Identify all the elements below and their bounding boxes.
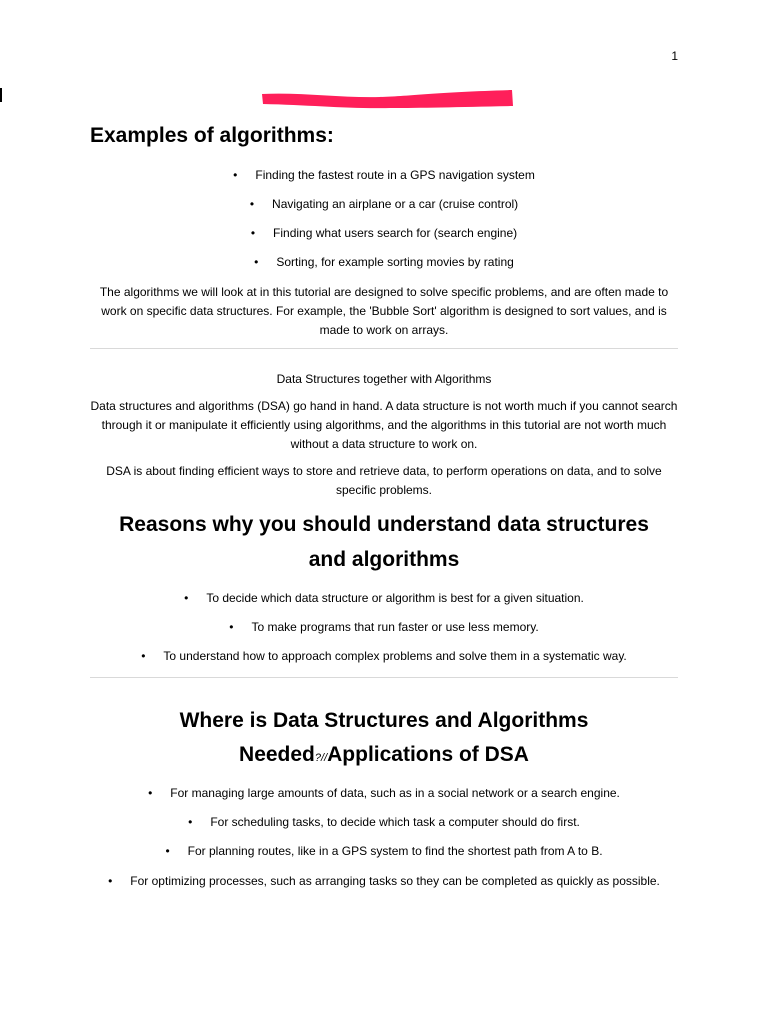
list-item [90, 785, 678, 801]
list-item [90, 648, 678, 664]
list-item-text: To understand how to approach complex problems and solve them in a systematic way. [163, 648, 627, 663]
list-item [90, 619, 678, 635]
heading-part-a: Needed [239, 743, 315, 767]
section-heading-examples: Examples of algorithms: [90, 124, 334, 147]
document-body [90, 122, 678, 904]
heading-line-1: Where is Data Structures and Algorithms [179, 708, 589, 732]
list-item [90, 872, 678, 891]
list-item [90, 196, 678, 212]
bullet-icon: • [108, 873, 113, 888]
edge-mark [0, 88, 2, 102]
redaction-mark [260, 88, 514, 110]
list-item-text: For planning routes, like in a GPS system to find the shortest path from A to B. [187, 843, 603, 858]
bullet-icon: • [141, 648, 146, 663]
bullet-icon: • [233, 168, 238, 183]
paragraph-dsa-hand-in-hand: Data structures and algorithms (DSA) go hand in hand. A data structure is not worth much if you cannot search through it or manipulate it efficiently using algorithms, and the algorithms in this tutorial are not worth much without a data structure to work on. [90, 399, 678, 452]
page-number: 1 [671, 49, 678, 63]
bullet-icon: • [184, 590, 189, 605]
applications-list [90, 785, 678, 891]
list-item-text: Sorting, for example sorting movies by rating [276, 255, 514, 270]
bullet-icon: • [250, 226, 256, 241]
bullet-icon: • [254, 255, 259, 270]
paragraph-algorithms-tutorial: The algorithms we will look at in this tutorial are designed to solve specific problems, and are often made to work on specific data structures. For example, the 'Bubble Sort' algorithm is designed to sort values, and is made to work on arrays. [99, 285, 669, 338]
subheading-dsa-together: Data Structures together with Algorithms [276, 372, 492, 387]
section-heading-applications [90, 704, 678, 773]
section-heading-reasons: Reasons why you should understand data structures and algorithms [119, 513, 649, 571]
list-item-text: Finding what users search for (search engine) [273, 226, 518, 241]
reasons-list [90, 590, 678, 664]
heading-small-marks: ?// [314, 752, 328, 765]
list-item [90, 167, 678, 183]
divider [90, 677, 678, 678]
list-item [90, 254, 678, 270]
bullet-icon: • [249, 197, 255, 212]
heading-part-b: Applications of DSA [327, 743, 529, 767]
list-item-text: For optimizing processes, such as arranging tasks so they can be completed as quickly as possible. [130, 873, 660, 888]
divider [90, 348, 678, 349]
list-item [90, 225, 678, 241]
list-item [90, 814, 678, 830]
bullet-icon: • [165, 843, 170, 858]
examples-list [90, 167, 678, 270]
list-item-text: Finding the fastest route in a GPS navigation system [255, 168, 535, 183]
bullet-icon: • [188, 814, 193, 829]
list-item [90, 843, 678, 859]
list-item-text: For scheduling tasks, to decide which task a computer should do first. [210, 814, 580, 829]
list-item-text: Navigating an airplane or a car (cruise control) [272, 197, 519, 212]
paragraph-dsa-about: DSA is about finding efficient ways to store and retrieve data, to perform operations on data, and to solve specific problems. [106, 464, 662, 498]
list-item-text: For managing large amounts of data, such as in a social network or a search engine. [170, 785, 620, 800]
list-item-text: To make programs that run faster or use less memory. [251, 619, 539, 634]
list-item-text: To decide which data structure or algorithm is best for a given situation. [206, 590, 584, 605]
bullet-icon: • [148, 785, 153, 800]
bullet-icon: • [229, 619, 234, 634]
list-item [90, 590, 678, 606]
